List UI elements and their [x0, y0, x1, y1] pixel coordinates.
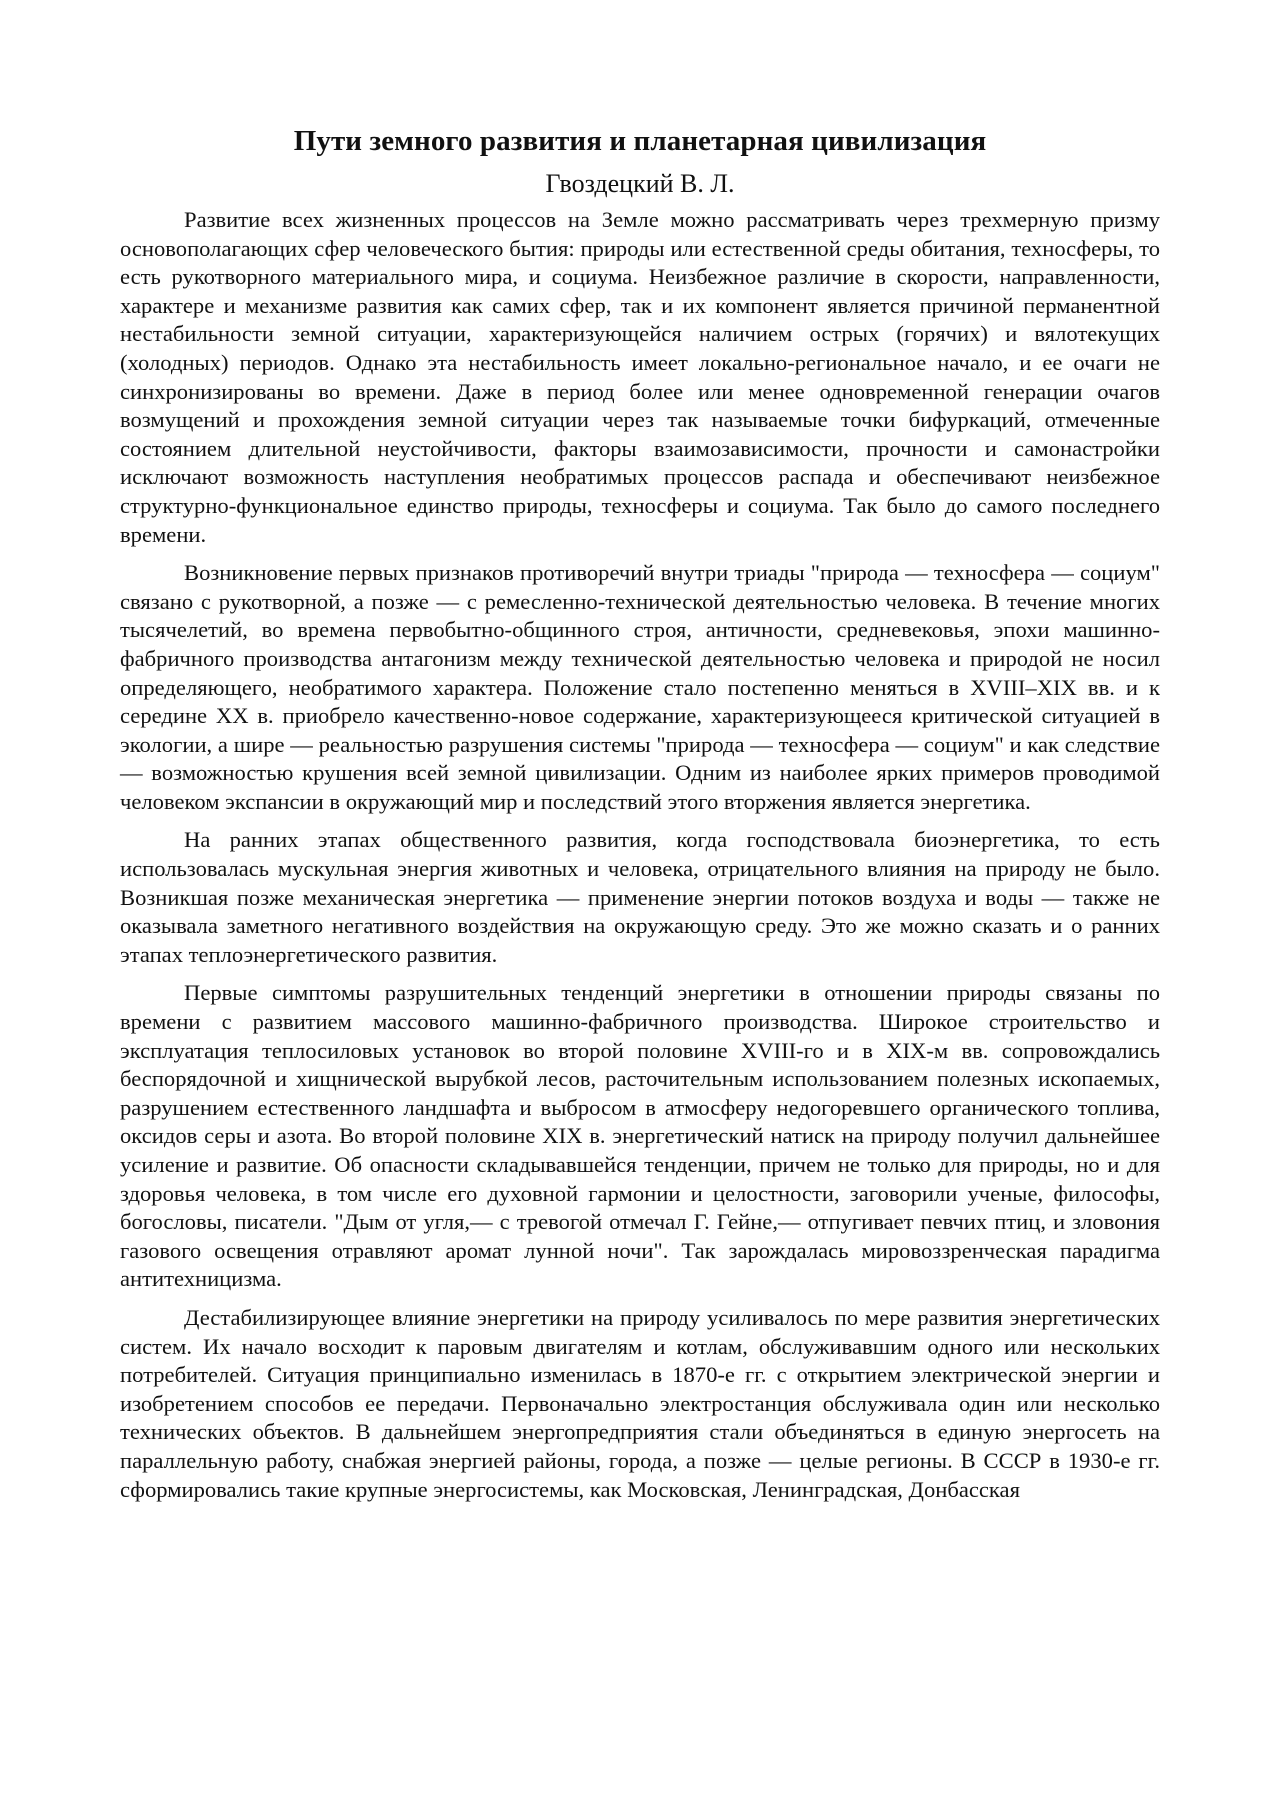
- document-title: Пути земного развития и планетарная цивилизация: [293, 125, 987, 157]
- paragraph-2: Возникновение первых признаков противоречий внутри триады "природа — техносфера — социум" связано с рукотворной, а позже — с ремесленно-технической деятельностью человека. В течение многих тысячелетий, во времена первобытно-общинного строя, античности, средневековья, эпохи машинно-фабричного производства антагонизм между технической деятельностью человека и природой не носил определяющего, необратимого характера. Положение стало постепенно меняться в XVIII–XIX вв. и к середине XX в. приобрело качественно-новое содержание, характеризующееся критической ситуацией в экологии, а шире — реальностью разрушения системы "природа — техносфера — социум" и как следствие — возможностью крушения всей земной цивилизации. Одним из наиболее ярких примеров проводимой человеком экспансии в окружающий мир и последствий этого вторжения является энергетика.: [120, 560, 1160, 814]
- document-author: Гвоздецкий В. Л.: [545, 169, 735, 198]
- document-page: [120, 118, 1160, 1514]
- paragraph-1: Развитие всех жизненных процессов на Земле можно рассматривать через трехмерную призму основополагающих сфер человеческого бытия: природы или естественной среды обитания, техносферы, то есть рукотворного материального мира, и социума. Неизбежное различие в скорости, направленности, характере и механизме развития как самих сфер, так и их компонент является причиной перманентной нестабильности земной ситуации, характеризующейся наличием острых (горячих) и вялотекущих (холодных) периодов. Однако эта нестабильность имеет локально-региональное начало, и ее очаги не синхронизированы во времени. Даже в период более или менее одновременной генерации очагов возмущений и прохождения земной ситуации через так называемые точки бифуркаций, отмеченные состоянием длительной неустойчивости, факторы взаимозависимости, прочности и самонастройки исключают возможность наступления необратимых процессов распада и обеспечивают неизбежное структурно-функциональное единство природы, техносферы и социума. Так было до самого последнего времени.: [120, 207, 1160, 547]
- paragraph-3: На ранних этапах общественного развития, когда господствовала биоэнергетика, то есть использовалась мускульная энергия животных и человека, отрицательного влияния на природу не было. Возникшая позже механическая энергетика — применение энергии потоков воздуха и воды — также не оказывала заметного негативного воздействия на окружающую среду. Это же можно сказать и о ранних этапах теплоэнергетического развития.: [120, 827, 1160, 967]
- paragraph-5: Дестабилизирующее влияние энергетики на природу усиливалось по мере развития энергетических систем. Их начало восходит к паровым двигателям и котлам, обслуживавшим одного или нескольких потребителей. Ситуация принципиально изменилась в 1870-е гг. с открытием электрической энергии и изобретением способов ее передачи. Первоначально электростанция обслуживала один или несколько технических объектов. В дальнейшем энергопредприятия стали объединяться в единую энергосеть на параллельную работу, снабжая энергией районы, города, а позже — целые регионы. В СССР в 1930-е гг. сформировались такие крупные энергосистемы, как Московская, Ленинградская, Донбасская: [120, 1304, 1160, 1502]
- paragraph-4: Первые симптомы разрушительных тенденций энергетики в отношении природы связаны по времени с развитием массового машинно-фабричного производства. Широкое строительство и эксплуатация теплосиловых установок во второй половине XVIII-го и в XIX-м вв. сопровождались беспорядочной и хищнической вырубкой лесов, расточительным использованием полезных ископаемых, разрушением естественного ландшафта и выбросом в атмосферу недогоревшего органического топлива, оксидов серы и азота. Во второй половине XIX в. энергетический натиск на природу получил дальнейшее усиление и развитие. Об опасности складывавшейся тенденции, причем не только для природы, но и для здоровья человека, в том числе его духовной гармонии и целостности, заговорили ученые, философы, богословы, писатели. "Дым от угля,— с тревогой отмечал Г. Гейне,— отпугивает певчих птиц, и зловония газового освещения отравляют аромат лунной ночи". Так зарождалась мировоззренческая парадигма антитехницизма.: [120, 980, 1160, 1292]
